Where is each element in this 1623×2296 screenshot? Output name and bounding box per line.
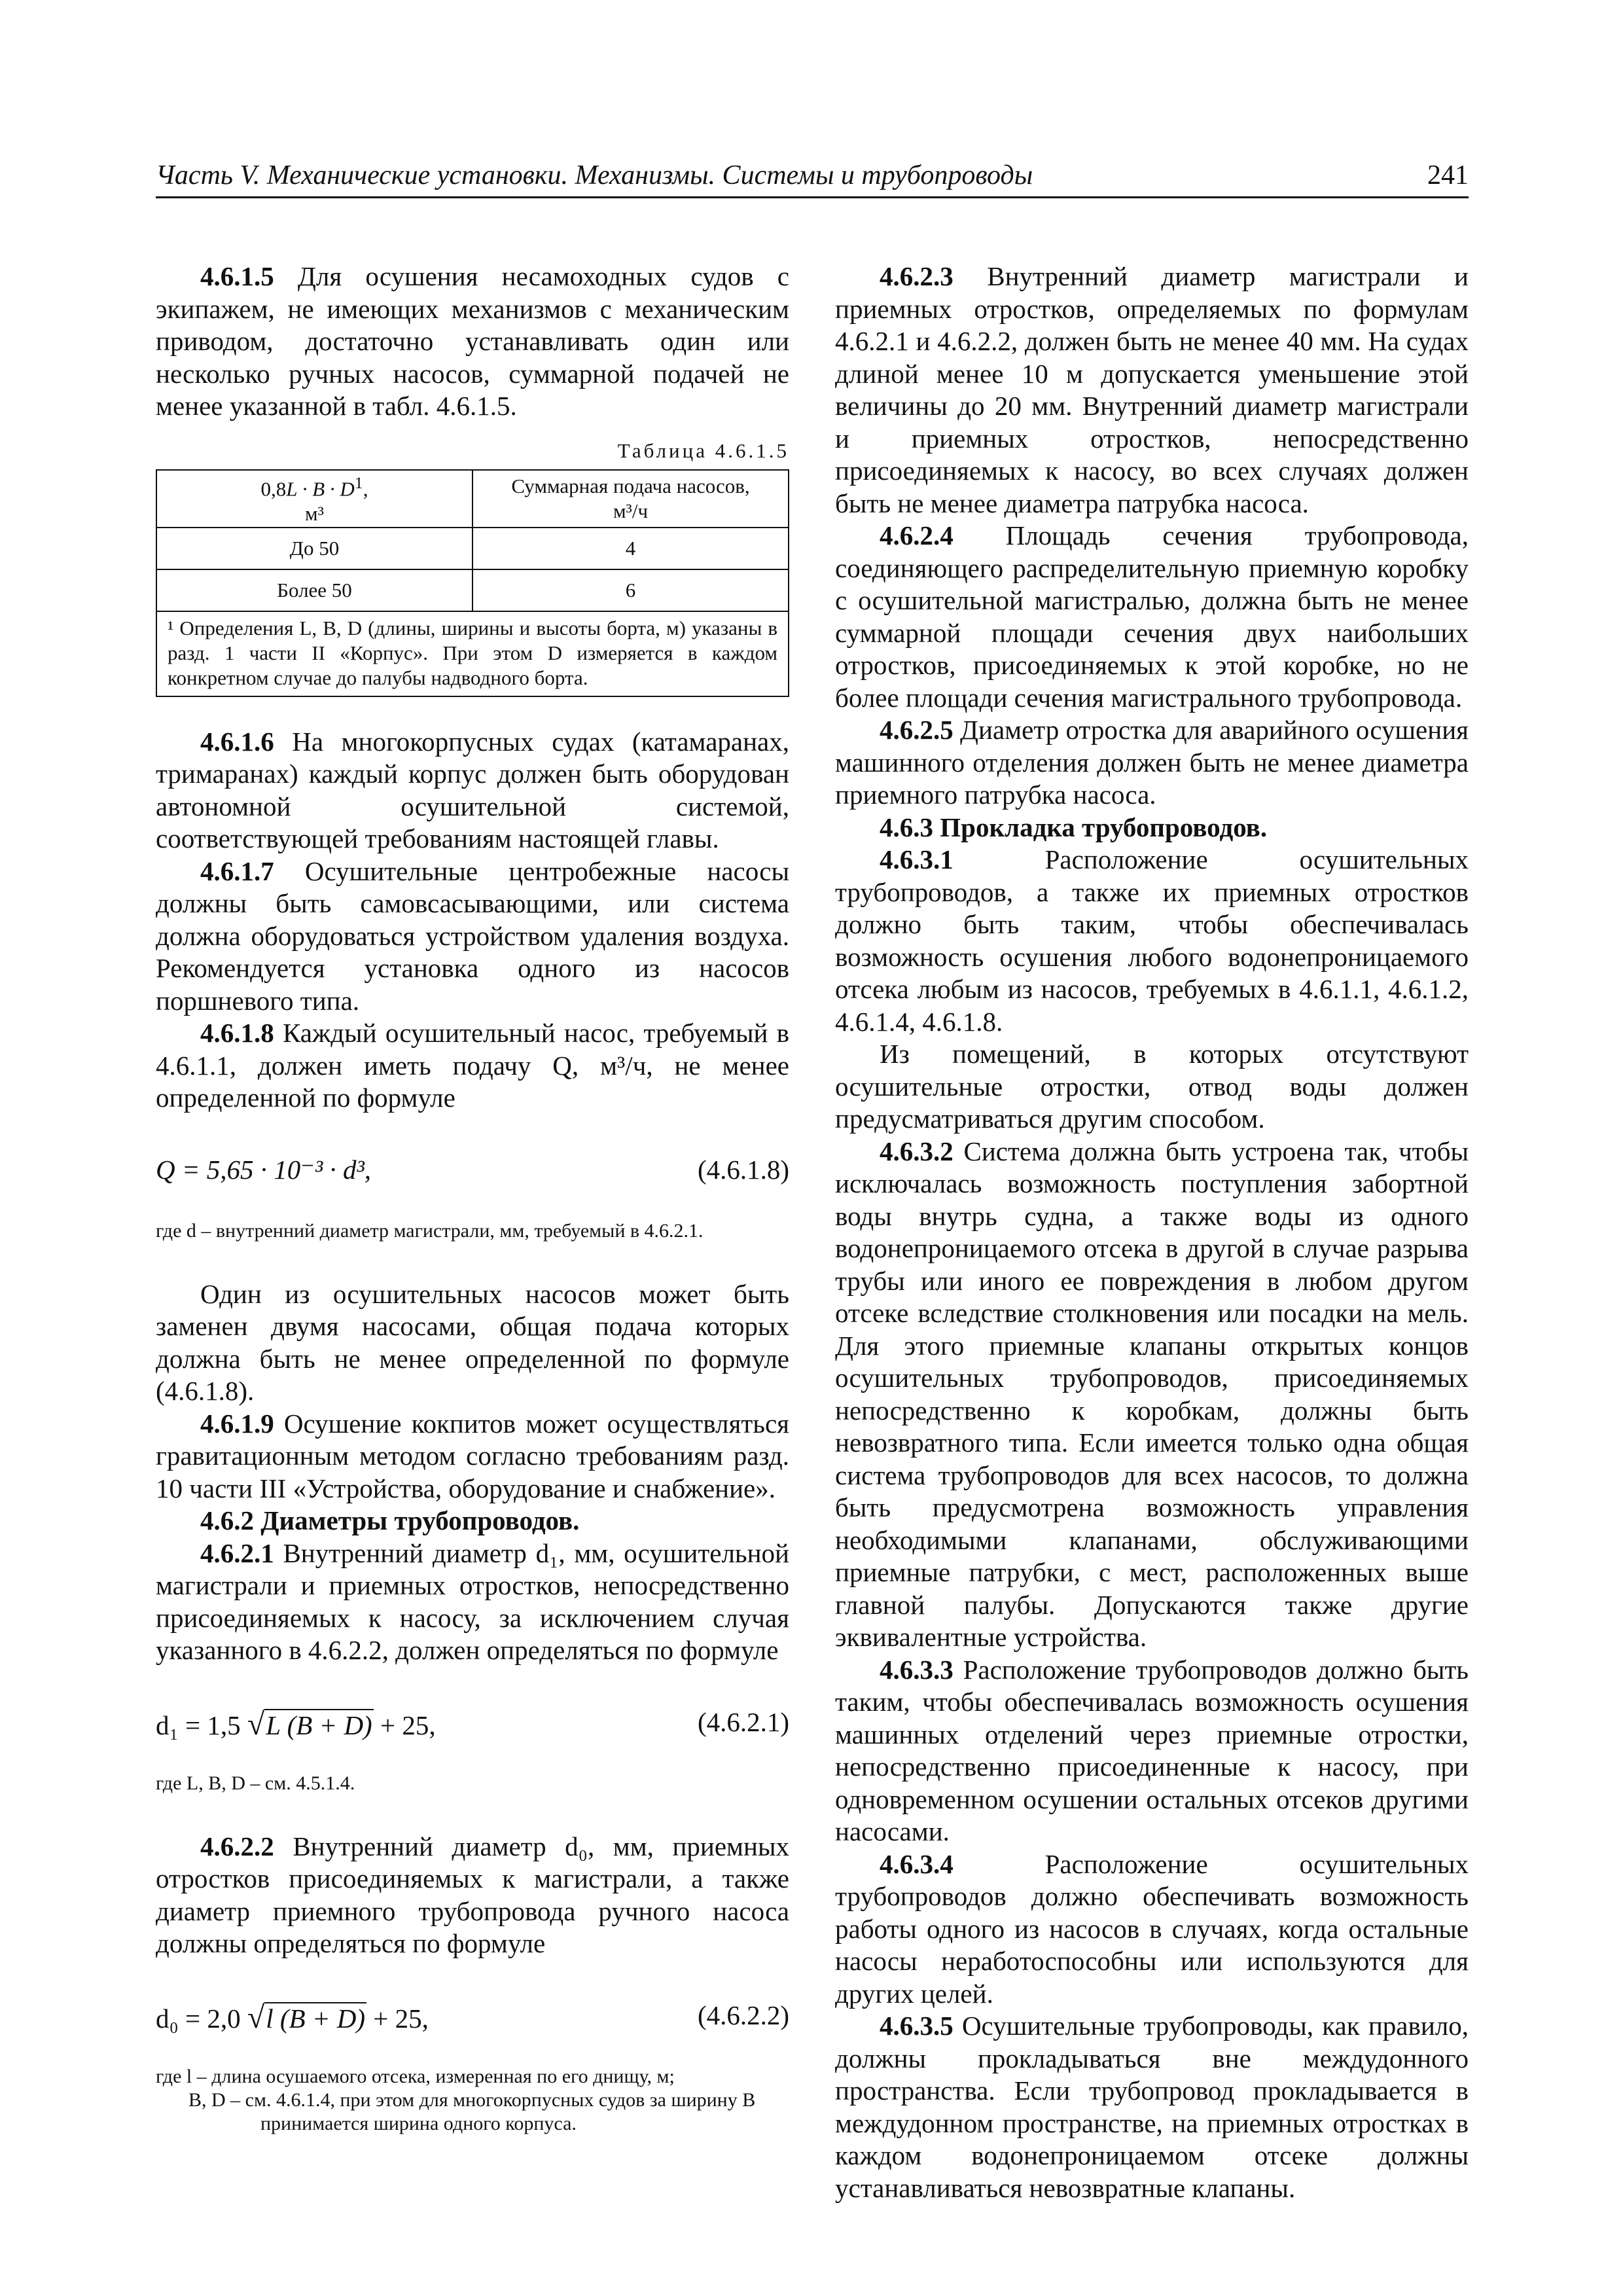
table-header-cell-capacity: [473, 470, 789, 528]
paragraph-text: Площадь сечения трубопровода, соединяющего распределительную приемную коробку с осушительной магистралью, должна быть не менее суммарной площади сечения двух наибольших отростков, присоединяемых к этой коробке, но не более площади сечения магистрального трубопровода.: [835, 520, 1469, 713]
pump-capacity-table: [156, 469, 789, 697]
clause-number: 4.6.3.4: [880, 1848, 954, 1879]
paragraph-4-6-1-6: [156, 726, 789, 855]
formula-legend: где L, B, D – см. 4.5.1.4.: [156, 1772, 355, 1794]
paragraph-4-6-1-9: [156, 1408, 789, 1505]
footnote-mark: 1: [354, 473, 363, 492]
paragraph-4-6-2-3: [835, 260, 1469, 520]
table-cell: Более 50: [156, 569, 473, 611]
paragraph: Один из осушительных насосов может быть заменен двумя насосами, общая подача которых должна быть не менее определенной по формуле (4.6.1.8).: [156, 1278, 789, 1406]
table-header-cell-volume: [156, 470, 473, 528]
formula-expression: [156, 1706, 436, 1742]
formula-radicand: L (B + D): [266, 1710, 372, 1740]
paragraph-4-6-3-3: [835, 1654, 1469, 1848]
table-footnote-row: [156, 611, 789, 696]
header-formula: L · B · D: [286, 477, 355, 501]
formula-rhs: + 25,: [373, 2003, 429, 2034]
paragraph-text: Диаметр отростка для аварийного осушения машинного отделения должен быть не менее диаметра приемного патрубка насоса.: [835, 715, 1469, 810]
legend-line: B, D – см. 4.6.1.4, при этом для многокорпусных судов за ширину B: [188, 2089, 756, 2111]
table-header-row: [156, 470, 789, 528]
formula-number: (4.6.2.2): [697, 2000, 789, 2030]
paragraph-text: Для осушения несамоходных судов с экипажем, не имеющих механизмов с механическим приводом, достаточно устанавливать один или несколько ручных насосов, суммарной подачей не менее указанной в табл. 4.6.1.5.: [156, 261, 789, 421]
section-heading-text: 4.6.2 Диаметры трубопроводов.: [200, 1505, 580, 1535]
formula-rhs: + 25,: [380, 1710, 436, 1740]
clause-number: 4.6.3.5: [880, 2011, 954, 2041]
formula-lhs: d₀ = 2,0: [156, 2003, 241, 2034]
table-row: [156, 528, 789, 569]
paragraph-text: Осушительные центробежные насосы должны быть самовсасывающими, или система должна оборудоваться устройством удаления воздуха. Рекомендуется установка одного из насосов поршневого типа.: [156, 855, 789, 1016]
section-heading-4-6-2: [156, 1505, 789, 1537]
sqrt-icon: √: [247, 1706, 265, 1742]
clause-number: 4.6.2.5: [880, 715, 954, 745]
page-number: 241: [1427, 160, 1469, 190]
right-column: [835, 260, 1469, 2204]
clause-number: 4.6.3.2: [880, 1136, 954, 1166]
formula-4-6-2-1: [156, 1706, 789, 1743]
paragraph-4-6-2-5: [835, 714, 1469, 812]
legend-line: где l – длина осушаемого отсека, измеренная по его днищу, м;: [156, 2065, 675, 2087]
paragraph-4-6-1-5: [156, 260, 789, 423]
table-footnote: ¹ Определения L, B, D (длины, ширины и высоты борта, м) указаны в разд. 1 части II «Корпус». При этом D измеряется в каждом конкретном случае до палубы надводного борта.: [156, 611, 789, 696]
paragraph-4-6-2-4: [835, 520, 1469, 714]
clause-number: 4.6.1.5: [200, 261, 274, 291]
clause-number: 4.6.3.3: [880, 1654, 954, 1685]
table-row: [156, 569, 789, 611]
clause-number: 4.6.1.8: [200, 1018, 274, 1048]
header-unit: м³: [305, 502, 324, 526]
formula-expression: [156, 2000, 429, 2036]
paragraph-text: Осушительные трубопроводы, как правило, должны прокладываться вне междудонного пространства. Если трубопровод прокладывается в междудонном пространстве, на приемных отростках в каждом водонепроницаемом отсеке должны устанавливаться невозвратные клапаны.: [835, 2011, 1469, 2203]
paragraph-text: Расположение трубопроводов должно быть таким, чтобы обеспечивалась возможность осушения машинных отделений через приемные отростки, непосредственно присоединенные к насосу, при одновременном осушении остальных отсеков другими насосами.: [835, 1654, 1469, 1846]
formula-number: (4.6.2.1): [697, 1706, 789, 1737]
paragraph-text: Система должна быть устроена так, чтобы исключалась возможность поступления забортной воды внутрь судна, а также воды из одного водонепроницаемого отсека в другой в случае разрыва трубы или иного ее повреждения в любом другом отсеке вследствие столкновения или посадки на мель. Для этого приемные клапаны открытых концов осушительных трубопроводов, присоединяемых непосредственно к коробкам, должны быть невозвратного типа. Если имеется только одна общая система трубопроводов для всех насосов, то должна быть предусмотрена возможность управления необходимыми клапанами, обслуживающими приемные патрубки, с мест, расположенных выше главной палубы. Допускаются также другие эквивалентные устройства.: [835, 1136, 1469, 1652]
table-cell: 4: [473, 528, 789, 569]
formula-radicand: l (B + D): [266, 2003, 366, 2034]
paragraph-text: На многокорпусных судах (катамаранах, тримаранах) каждый корпус должен быть оборудован автономной осушительной системой, соответствующей требованиям настоящей главы.: [156, 726, 789, 853]
paragraph-text: Внутренний диаметр d₁, мм, осушительной магистрали и приемных отростков, непосредственно присоединяемых к насосу, за исключением случая указанного в 4.6.2.2, должен определяться по формуле: [156, 1537, 790, 1665]
formula-legend: где d – внутренний диаметр магистрали, мм, требуемый в 4.6.2.1.: [156, 1219, 704, 1242]
clause-number: 4.6.2.2: [200, 1831, 274, 1861]
formula-number: (4.6.1.8): [697, 1154, 789, 1185]
table-cell: До 50: [156, 528, 473, 569]
section-heading-text: 4.6.3 Прокладка трубопроводов.: [880, 812, 1268, 842]
table-cell: 6: [473, 569, 789, 611]
header-capacity-unit: м³/ч: [613, 499, 649, 522]
formula-4-6-2-2: [156, 2000, 789, 2036]
paragraph-text: Каждый осушительный насос, требуемый в 4.6.1.1, должен иметь подачу Q, м³/ч, не менее определенной по формуле: [156, 1018, 789, 1113]
paragraph-4-6-2-1: [156, 1537, 789, 1667]
formula-4-6-1-8: [156, 1154, 789, 1191]
clause-number: 4.6.2.4: [880, 520, 954, 550]
clause-number: 4.6.1.9: [200, 1408, 274, 1439]
table-caption: Таблица 4.6.1.5: [617, 439, 789, 462]
header-comma: ,: [363, 477, 368, 501]
paragraph-4-6-1-7: [156, 855, 789, 1018]
formula-legend: [156, 2065, 789, 2136]
paragraph-4-6-1-8: [156, 1017, 789, 1115]
header-coefficient: 0,8: [260, 477, 287, 501]
paragraph-4-6-3-1: [835, 844, 1469, 1038]
paragraph-4-6-2-2: [156, 1831, 789, 1960]
legend-line: принимается ширина одного корпуса.: [260, 2112, 577, 2134]
running-title: Часть V. Механические установки. Механизмы. Системы и трубопроводы: [156, 160, 1033, 190]
paragraph-4-6-3-2: [835, 1136, 1469, 1654]
section-heading-4-6-3: [835, 812, 1469, 844]
clause-number: 4.6.2.1: [200, 1537, 274, 1568]
paragraph-4-6-3-5: [835, 2010, 1469, 2204]
paragraph-text: Внутренний диаметр d₀, мм, приемных отростков присоединяемых к магистрали, а также диаметр приемного трубопровода ручного насоса должны определяться по формуле: [156, 1831, 789, 1958]
clause-number: 4.6.3.1: [880, 844, 954, 874]
paragraph-text: Осушение кокпитов может осуществляться гравитационным методом согласно требованиям разд. 10 части III «Устройства, оборудование и снабжение».: [156, 1408, 789, 1503]
running-header: [156, 156, 1469, 198]
paragraph-4-6-3-4: [835, 1848, 1469, 2011]
clause-number: 4.6.2.3: [880, 261, 954, 291]
left-column: [156, 260, 789, 2136]
formula-lhs: d₁ = 1,5: [156, 1710, 241, 1740]
clause-number: 4.6.1.7: [200, 855, 274, 886]
header-capacity-label: Суммарная подача насосов,: [511, 474, 750, 497]
paragraph: Из помещений, в которых отсутствуют осушительные отростки, отвод воды должен предусматриваться другим способом.: [835, 1039, 1469, 1134]
paragraph-text: Расположение осушительных трубопроводов, а также их приемных отростков должно быть таким, чтобы обеспечивалась возможность осушения любого водонепроницаемого отсека любым из насосов, требуемых в 4.6.1.1, 4.6.1.2, 4.6.1.4, 4.6.1.8.: [835, 844, 1469, 1037]
clause-number: 4.6.1.6: [200, 726, 274, 757]
paragraph-text: Внутренний диаметр магистрали и приемных отростков, определяемых по формулам 4.6.2.1 и 4.6.2.2, должен быть не менее 40 мм. На судах длиной менее 10 м допускается уменьшение этой величины до 20 мм. Внутренний диаметр магистрали и приемных отростков, непосредственно присоединяемых к насосу, во всех случаях должен быть не менее диаметра патрубка насоса.: [835, 261, 1469, 518]
sqrt-icon: √: [247, 2000, 265, 2035]
paragraph-text: Расположение осушительных трубопроводов должно обеспечивать возможность работы одного из насосов в случаях, когда остальные насосы неработоспособны или используются для других целей.: [835, 1848, 1469, 2009]
formula-expression: Q = 5,65 · 10⁻³ · d³,: [156, 1154, 372, 1185]
